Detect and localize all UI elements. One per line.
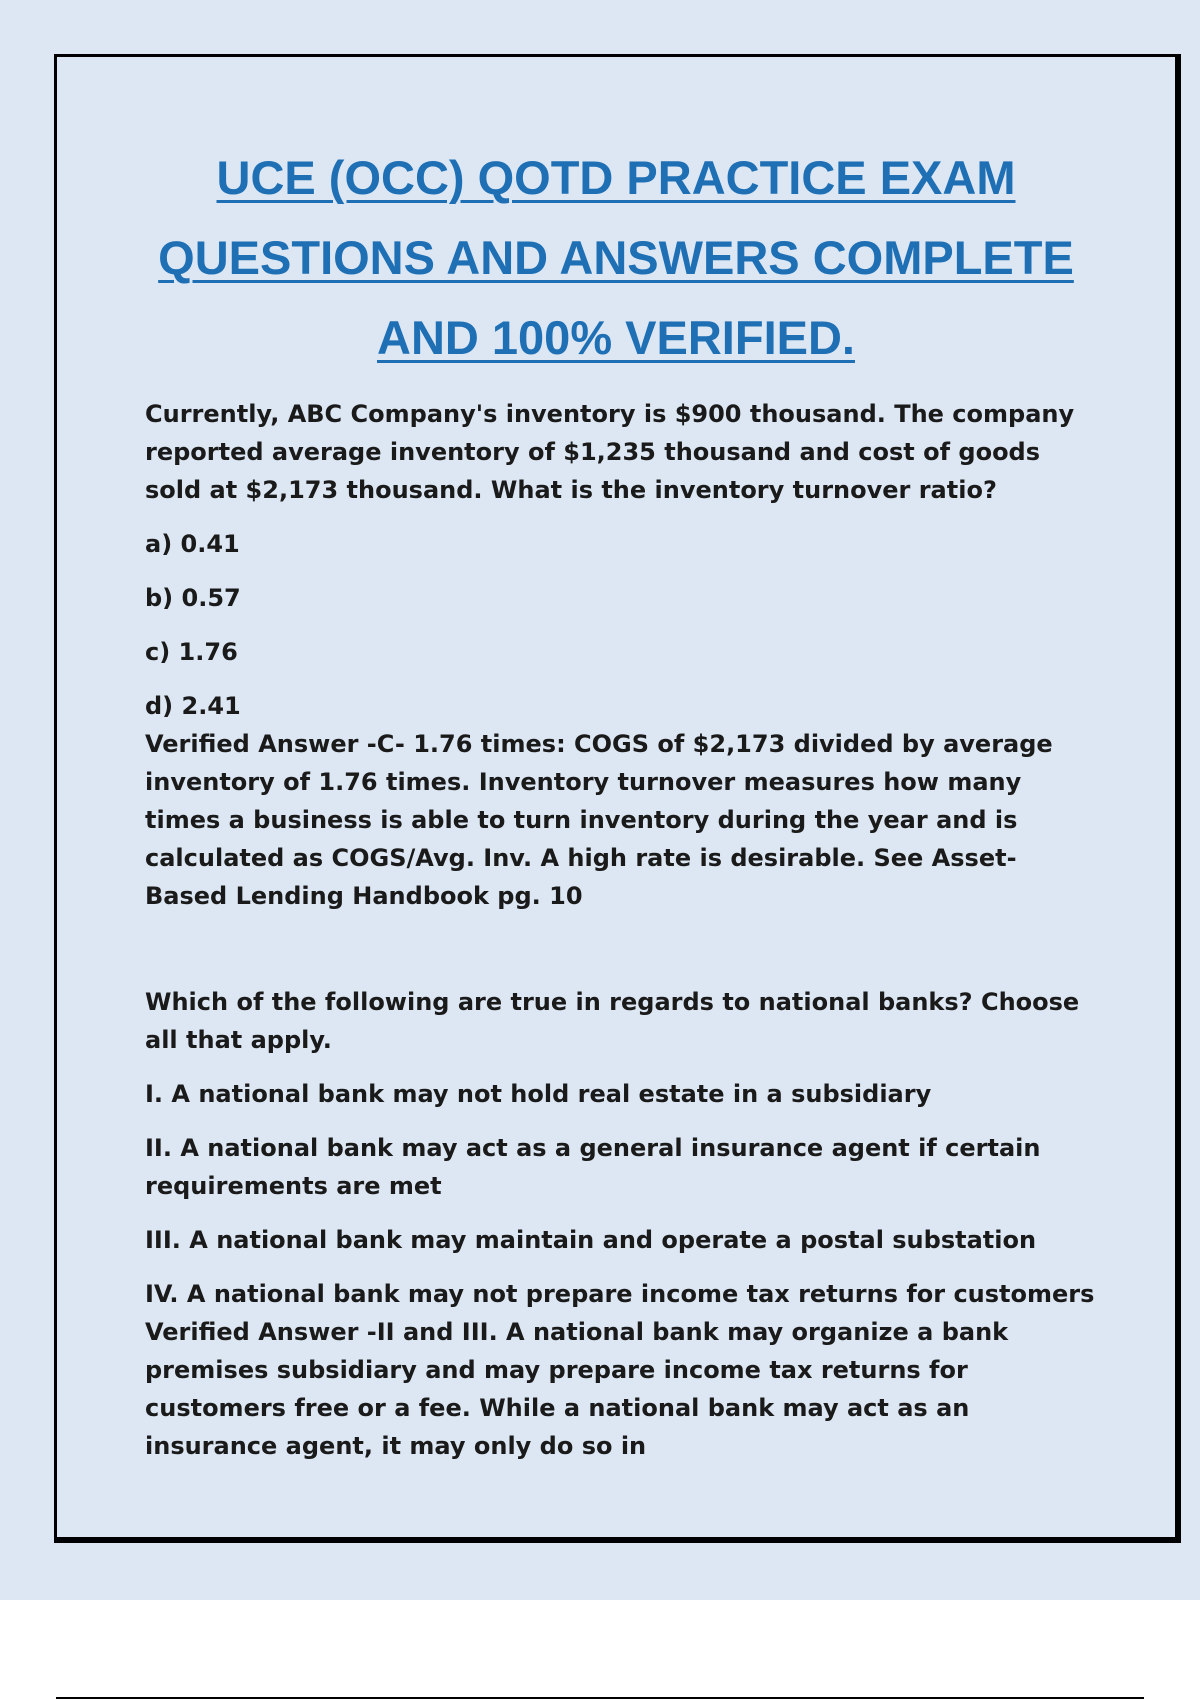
title-line-3: AND 100% VERIFIED. (377, 311, 855, 364)
question-2-answer: Verified Answer -II and III. A national bank may organize a bank premises subsidiary and may prepare income tax returns for customers free or a fee. While a national bank may act as an insurance agent, it may only do so in (145, 1318, 1009, 1460)
document-title (0, 138, 1200, 378)
question-1-text: Currently, ABC Company's inventory is $900 thousand. The company reported average inventory of $1,235 thousand and cost of goods sold at $2,173 thousand. What is the inventory turnover ratio? (145, 400, 1075, 504)
title-line-2: QUESTIONS AND ANSWERS COMPLETE (158, 231, 1074, 284)
document-body (145, 395, 1095, 1465)
question-2-option-4: IV. A national bank may not prepare income tax returns for customers (145, 1280, 1095, 1308)
question-2-text: Which of the following are true in regards to national banks? Choose all that apply. (145, 988, 1080, 1054)
question-2-option-2: II. A national bank may act as a general insurance agent if certain requirements are met (145, 1134, 1041, 1200)
question-1-option-c: c) 1.76 (145, 638, 238, 666)
question-2-option-1: I. A national bank may not hold real estate in a subsidiary (145, 1080, 932, 1108)
question-1-answer: Verified Answer -C- 1.76 times: COGS of $2,173 divided by average inventory of 1.76 times. Inventory turnover measures how many times a business is able to turn inventory during the year and is calculated as COGS/Avg. Inv. A high rate is desirable. See Asset-Based Lending Handbook pg. 10 (145, 730, 1053, 910)
footer-divider (56, 1697, 1144, 1699)
question-2-option-3: III. A national bank may maintain and operate a postal substation (145, 1226, 1037, 1254)
question-1-option-d: d) 2.41 (145, 692, 241, 720)
question-1-option-b: b) 0.57 (145, 584, 241, 612)
question-1-option-a: a) 0.41 (145, 530, 240, 558)
title-line-1: UCE (OCC) QOTD PRACTICE EXAM (216, 151, 1016, 204)
